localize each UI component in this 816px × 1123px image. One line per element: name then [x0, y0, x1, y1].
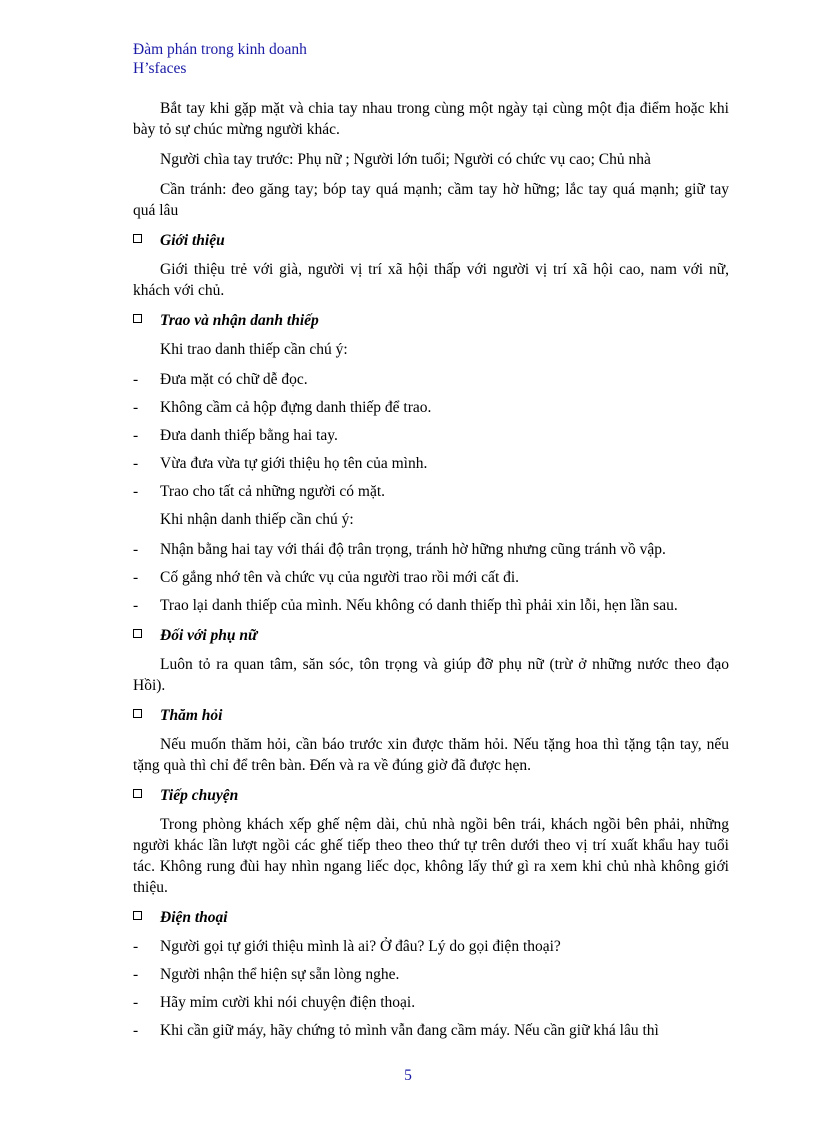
dash-marker: - [133, 966, 139, 983]
dash-marker: - [133, 427, 139, 444]
paragraph: Khi nhận danh thiếp cần chú ý: [160, 511, 354, 528]
dash-marker: - [133, 994, 139, 1011]
header-title: Đàm phán trong kinh doanh [133, 41, 307, 58]
square-bullet-icon [133, 314, 142, 323]
dash-marker: - [133, 938, 139, 955]
running-header [133, 40, 307, 78]
paragraph: Bắt tay khi gặp mặt và chia tay nhau trong cùng một ngày tại cùng một địa điểm hoặc khi bày tỏ sự chúc mừng người khác. [133, 100, 729, 138]
paragraph: Luôn tỏ ra quan tâm, săn sóc, tôn trọng và giúp đỡ phụ nữ (trừ ở những nước theo đạo Hồi). [133, 656, 729, 694]
page-number: 5 [404, 1067, 412, 1084]
list-item-text: Trao cho tất cả những người có mặt. [160, 483, 386, 500]
paragraph: Cần tránh: đeo găng tay; bóp tay quá mạnh; cầm tay hờ hững; lắc tay quá mạnh; giữ tay quá lâu [133, 181, 729, 219]
header-author: H’sfaces [133, 60, 187, 77]
square-bullet-icon [133, 911, 142, 920]
list-item-text: Hãy mỉm cười khi nói chuyện điện thoại. [160, 994, 416, 1011]
list-item [133, 481, 729, 502]
list-item-text: Không cầm cả hộp đựng danh thiếp để trao. [160, 399, 432, 416]
dash-marker: - [133, 1022, 139, 1039]
section-heading-label: Tiếp chuyện [160, 787, 239, 804]
section-heading-label: Trao và nhận danh thiếp [160, 312, 319, 329]
section-heading-tiep-chuyen [133, 785, 729, 806]
page-body [133, 98, 729, 1048]
list-item [133, 369, 729, 390]
list-item [133, 397, 729, 418]
dash-marker: - [133, 483, 139, 500]
section-heading-phu-nu [133, 625, 729, 646]
section-heading-dien-thoai [133, 907, 729, 928]
list-item [133, 567, 729, 588]
section-heading-tham-hoi [133, 705, 729, 726]
paragraph: Khi trao danh thiếp cần chú ý: [160, 341, 348, 358]
list-item [133, 964, 729, 985]
section-heading-label: Đối với phụ nữ [160, 627, 258, 644]
list-item [133, 992, 729, 1013]
section-heading-label: Điện thoại [160, 909, 228, 926]
list-item [133, 936, 729, 957]
paragraph: Nếu muốn thăm hỏi, cần báo trước xin được thăm hỏi. Nếu tặng hoa thì tặng tận tay, nếu tặng quà thì chỉ để trên bàn. Đến và ra về đúng giờ đã được hẹn. [133, 736, 729, 774]
list-item-text: Người nhận thể hiện sự sẵn lòng nghe. [160, 966, 400, 983]
paragraph: Giới thiệu trẻ với già, người vị trí xã hội thấp với người vị trí xã hội cao, nam với nữ, khách với chủ. [133, 261, 729, 299]
list-item-text: Đưa danh thiếp bằng hai tay. [160, 427, 338, 444]
list-item [133, 1020, 729, 1041]
paragraph: Trong phòng khách xếp ghế nệm dài, chủ nhà ngồi bên trái, khách ngồi bên phải, những người khác lần lượt ngồi các ghế tiếp theo theo thứ tự trên dưới theo vị trí xuất khẩu hay tuổi tác. Không rung đùi hay nhìn ngang liếc dọc, không lấy thứ gì ra xem khi chủ nhà không giới thiệu. [133, 816, 729, 896]
section-heading-gioi-thieu [133, 230, 729, 251]
paragraph: Người chìa tay trước: Phụ nữ ; Người lớn tuổi; Người có chức vụ cao; Chủ nhà [160, 151, 651, 168]
square-bullet-icon [133, 629, 142, 638]
dash-marker: - [133, 569, 139, 586]
square-bullet-icon [133, 709, 142, 718]
dash-marker: - [133, 541, 139, 558]
list-item-text: Nhận bằng hai tay với thái độ trân trọng, tránh hờ hững nhưng cũng tránh vồ vập. [160, 541, 666, 558]
list-item [133, 595, 729, 616]
list-item [133, 453, 729, 474]
list-item-text: Đưa mặt có chữ dễ đọc. [160, 371, 308, 388]
list-item [133, 539, 729, 560]
list-item-text: Trao lại danh thiếp của mình. Nếu không có danh thiếp thì phải xin lỗi, hẹn lần sau. [160, 597, 678, 614]
dash-marker: - [133, 371, 139, 388]
section-heading-label: Thăm hỏi [160, 707, 223, 724]
list-item [133, 425, 729, 446]
list-item-text: Vừa đưa vừa tự giới thiệu họ tên của mình. [160, 455, 428, 472]
list-item-text: Người gọi tự giới thiệu mình là ai? Ở đâu? Lý do gọi điện thoại? [160, 938, 561, 955]
section-heading-label: Giới thiệu [160, 232, 225, 249]
section-heading-danh-thiep [133, 310, 729, 331]
square-bullet-icon [133, 789, 142, 798]
dash-marker: - [133, 455, 139, 472]
square-bullet-icon [133, 234, 142, 243]
dash-marker: - [133, 597, 139, 614]
list-item-text: Cố gắng nhớ tên và chức vụ của người trao rồi mới cất đi. [160, 569, 520, 586]
list-item-text: Khi cần giữ máy, hãy chứng tỏ mình vẫn đang cầm máy. Nếu cần giữ khá lâu thì [160, 1022, 659, 1039]
dash-marker: - [133, 399, 139, 416]
